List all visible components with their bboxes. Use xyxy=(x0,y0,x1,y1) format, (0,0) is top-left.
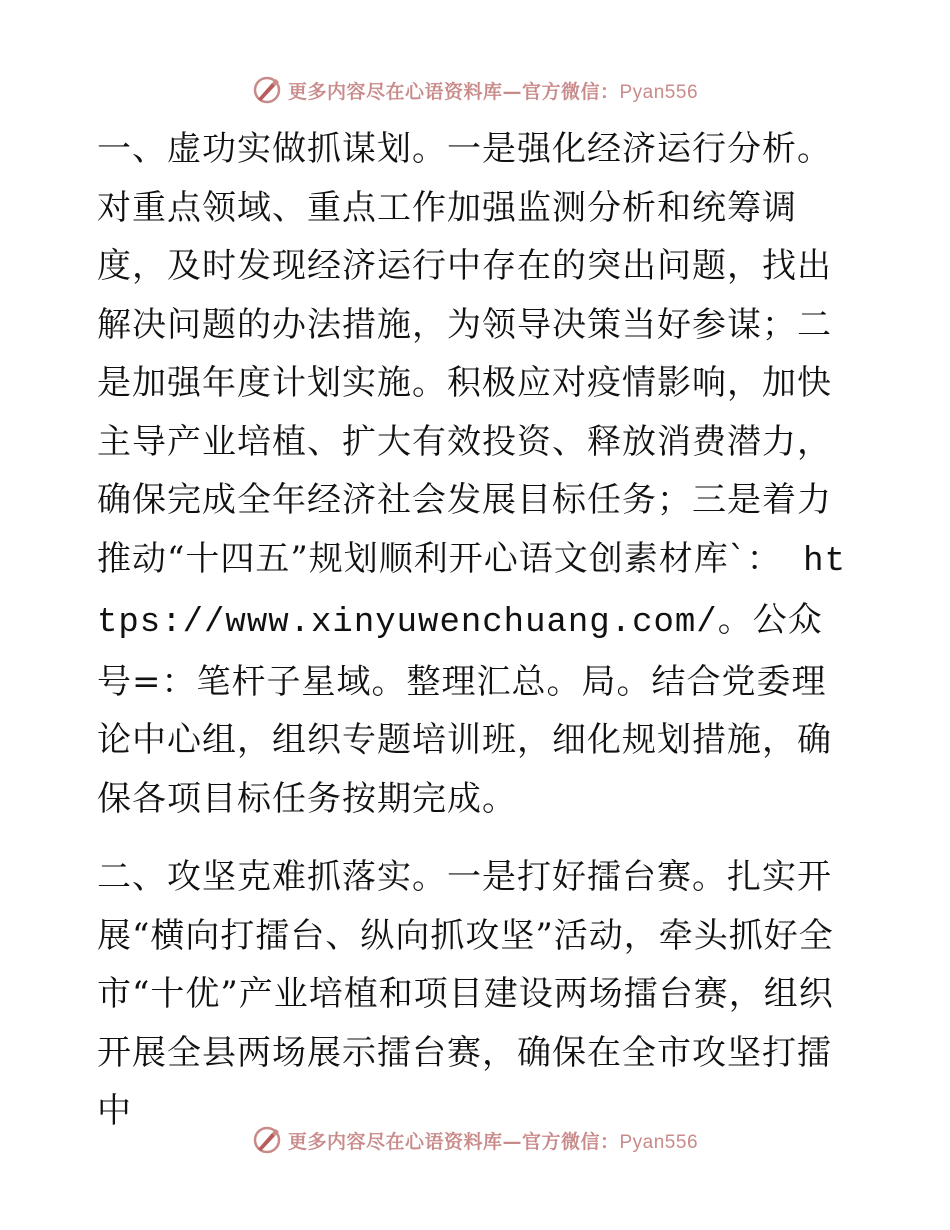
footer-watermark-banner xyxy=(0,1120,950,1160)
watermark-text-cn: 更多内容尽在心语资料库—官方微信： xyxy=(287,80,620,103)
paragraph-1-text-a: 一、虚功实做抓谋划。一是强化经济运行分析。对重点领域、重点工作加强监测分析和统筹调度，及时发现经济运行中存在的突出问题，找出解决问题的办法措施，为领导决策当好参谋；二是加强年度计划实施。积极应对疫情影响，加快主导产业培植、扩大有效投资、释放消费潜力，确保完成全年经济社会发展目标任务；三是着力推动“十四五”规划顺利开心语文创素材库`： xyxy=(97,129,832,579)
pen-circle-logo-icon xyxy=(252,1125,282,1155)
paragraph-1 xyxy=(97,120,857,828)
watermark-text xyxy=(288,77,698,104)
pen-circle-logo-icon xyxy=(252,75,282,105)
watermark-wechat-id: Pyan556 xyxy=(619,81,699,103)
paragraph-1-text-b: 。公众号=：笔杆子星域。整理汇总。局。结合党委理论中心组，组织专题培训班，细化规划措施，确保各项目标任务按期完成。 xyxy=(97,600,832,819)
paragraph-2: 二、攻坚克难抓落实。一是打好擂台赛。扎实开展“横向打擂台、纵向抓攻坚”活动，牵头抓好全市“十优”产业培植和项目建设两场擂台赛，组织开展全县两场展示擂台赛，确保在全市攻坚打擂中 xyxy=(97,857,834,1131)
watermark-text-cn: 更多内容尽在心语资料库—官方微信： xyxy=(287,1130,620,1153)
paragraph-1-url: https://www.xinyuwenchuang.com/ xyxy=(97,542,846,642)
document-body xyxy=(97,120,857,1141)
watermark-text xyxy=(288,1127,698,1154)
watermark-wechat-id: Pyan556 xyxy=(619,1131,699,1153)
header-watermark-banner xyxy=(0,70,950,110)
